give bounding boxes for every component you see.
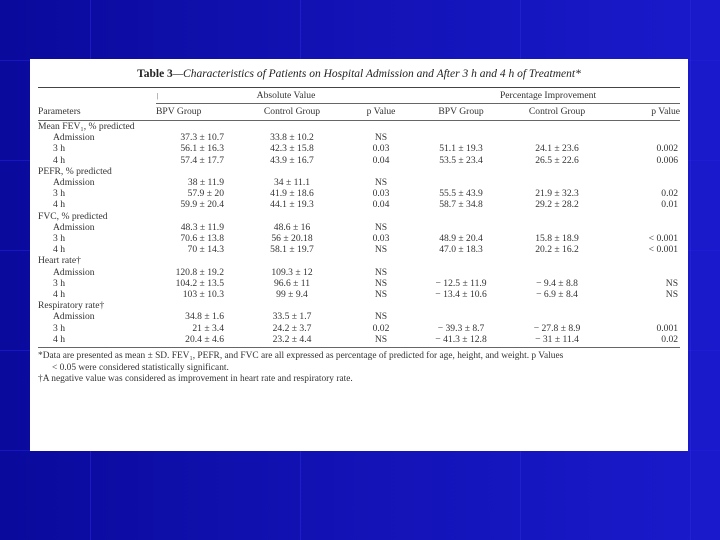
table-cell: 58.1 ± 19.7: [270, 244, 314, 256]
table-cell: 21 ± 3.4: [192, 322, 224, 334]
table-cell: 26.5 ± 22.6: [535, 154, 579, 166]
table-cell: 0.01: [661, 199, 679, 211]
table-row: [38, 289, 680, 300]
table-row: [38, 188, 680, 199]
table-cell: [416, 132, 506, 143]
col-header-control-abs: Control Group: [263, 106, 321, 117]
table-cell: 43.9 ± 16.7: [270, 154, 314, 166]
section-label: Heart rate†: [38, 255, 81, 267]
col-header-p-abs: p Value: [366, 106, 396, 117]
table-cell: NS: [374, 277, 388, 289]
table-cell: 0.03: [372, 143, 390, 155]
column-header-row: [38, 104, 680, 121]
table-cell: [506, 222, 608, 233]
table-cell: 0.006: [656, 154, 679, 166]
table-cell: 70.6 ± 13.8: [180, 233, 224, 245]
table-cell: 0.03: [372, 233, 390, 245]
table-cell: [608, 267, 680, 278]
table-cell: 20.2 ± 16.2: [535, 244, 579, 256]
table-cell: 41.9 ± 18.6: [270, 188, 314, 200]
table-row: [38, 334, 680, 345]
col-header-control-pct: Control Group: [528, 106, 586, 117]
group-header-percentage: Percentage Improvement: [416, 88, 680, 104]
table-cell: 103 ± 10.3: [182, 289, 224, 301]
table-cell: 99 ± 9.4: [276, 289, 308, 301]
footnote-2: †A negative value was considered as improvement in heart rate and respiratory rate.: [38, 374, 353, 385]
table-cell: 34.8 ± 1.6: [185, 311, 224, 323]
table-cell: < 0.001: [648, 244, 679, 256]
group-header-row: | Absolute Value Percentage Improvement: [38, 88, 680, 104]
table-row: [38, 143, 680, 154]
section-header-row: [38, 166, 680, 177]
table-cell: NS: [374, 132, 388, 144]
table-cell: 0.02: [661, 333, 679, 345]
footnote-1-cont: < 0.05 were considered statistically significant.: [52, 362, 229, 373]
table-row: [38, 222, 680, 233]
row-label: 4 h: [53, 199, 65, 211]
section-label: Respiratory rate†: [38, 300, 105, 312]
table-cell: 0.04: [372, 199, 390, 211]
table-cell: − 13.4 ± 10.6: [435, 289, 487, 301]
table-cell: 96.6 ± 11: [273, 277, 311, 289]
table-cell: [416, 267, 506, 278]
row-label: Admission: [53, 311, 95, 323]
table-cell: 15.8 ± 18.9: [535, 233, 579, 245]
table-cell: 24.1 ± 23.6: [535, 143, 579, 155]
table-cell: − 12.5 ± 11.9: [435, 277, 487, 289]
table-row: [38, 177, 680, 188]
table-cell: NS: [374, 266, 388, 278]
table-cell: − 31 ± 11.4: [535, 333, 579, 345]
row-label: Admission: [53, 221, 95, 233]
table-cell: 20.4 ± 4.6: [185, 333, 224, 345]
table-number: Table 3: [137, 68, 173, 80]
table-cell: [608, 177, 680, 188]
row-label: Admission: [53, 177, 95, 189]
table-cell: 0.02: [372, 322, 390, 334]
row-label: Admission: [53, 266, 95, 278]
table-cell: 0.03: [372, 188, 390, 200]
table-cell: < 0.001: [648, 233, 679, 245]
table-cell: NS: [374, 177, 388, 189]
table-cell: 104.2 ± 13.5: [175, 277, 224, 289]
row-label: 4 h: [53, 154, 65, 166]
table-caption: —Characteristics of Patients on Hospital Admission and After 3 h and 4 h of Treatment*: [172, 68, 581, 80]
table-row: [38, 199, 680, 210]
table-cell: − 41.3 ± 12.8: [435, 333, 487, 345]
table-cell: 55.5 ± 43.9: [439, 188, 483, 200]
table-cell: [608, 311, 680, 322]
col-header-p-pct: p Value: [651, 106, 681, 117]
table-cell: 33.5 ± 1.7: [272, 311, 312, 323]
table-cell: 21.9 ± 32.3: [535, 188, 579, 200]
row-label: Admission: [53, 132, 95, 144]
table-cell: 47.0 ± 18.3: [439, 244, 483, 256]
table-cell: 48.6 ± 16: [273, 221, 311, 233]
section-label: PEFR, % predicted: [38, 165, 112, 177]
section-label: Mean FEV₁, % predicted: [38, 121, 135, 132]
footnote-1: *Data are presented as mean ± SD. FEV₁, PEFR, and FVC are all expressed as percentage of predicted for age, height, and weight. p Values: [38, 351, 564, 362]
table-cell: 38 ± 11.9: [187, 177, 224, 189]
table-row: [38, 278, 680, 289]
table-cell: NS: [374, 221, 388, 233]
row-label: 3 h: [53, 233, 65, 245]
table-row: [38, 155, 680, 166]
section-label: FVC, % predicted: [38, 210, 108, 222]
table-cell: − 27.8 ± 8.9: [533, 322, 581, 334]
section-header-row: [38, 300, 680, 311]
table-cell: 42.3 ± 15.8: [270, 143, 314, 155]
section-header-row: [38, 121, 680, 133]
table-title: [38, 65, 680, 83]
table-cell: 53.5 ± 23.4: [439, 154, 483, 166]
table-cell: 48.9 ± 20.4: [439, 233, 483, 245]
table-cell: [416, 177, 506, 188]
table-cell: 23.2 ± 4.4: [272, 333, 312, 345]
table-cell: 0.02: [661, 188, 679, 200]
table-cell: 57.9 ± 20: [187, 188, 224, 200]
table-row: [38, 311, 680, 322]
table-cell: 120.8 ± 19.2: [175, 266, 224, 278]
row-label: 4 h: [53, 289, 65, 301]
table-cell: [506, 177, 608, 188]
table-cell: − 6.9 ± 8.4: [536, 289, 578, 301]
table-cell: 29.2 ± 28.2: [535, 199, 579, 211]
table-cell: 58.7 ± 34.8: [439, 199, 483, 211]
table-cell: [506, 311, 608, 322]
table-cell: 37.3 ± 10.7: [180, 132, 224, 144]
table-cell: NS: [374, 311, 388, 323]
table-cell: NS: [374, 289, 388, 301]
table-cell: 0.001: [656, 322, 679, 334]
table-cell: 48.3 ± 11.9: [180, 221, 224, 233]
table-cell: [608, 132, 680, 143]
table-cell: 56 ± 20.18: [271, 233, 313, 245]
row-label: 3 h: [53, 277, 65, 289]
table-cell: 51.1 ± 19.3: [439, 143, 483, 155]
row-label: 3 h: [53, 322, 65, 334]
table-cell: [608, 222, 680, 233]
table-cell: 44.1 ± 19.3: [270, 199, 314, 211]
row-label: 4 h: [53, 244, 65, 256]
table-cell: 0.002: [656, 143, 679, 155]
table-cell: 57.4 ± 17.7: [180, 154, 224, 166]
table-body: [38, 121, 680, 346]
row-label: 3 h: [53, 143, 65, 155]
table-cell: 0.04: [372, 154, 390, 166]
table-row: [38, 132, 680, 143]
col-header-bpv-abs: BPV Group: [156, 106, 202, 117]
table-cell: NS: [374, 244, 388, 256]
group-header-absolute: Absolute Value: [156, 88, 416, 104]
table-cell: [416, 311, 506, 322]
table-cell: − 9.4 ± 8.8: [536, 277, 578, 289]
table-cell: − 39.3 ± 8.7: [437, 322, 485, 334]
table-row: [38, 244, 680, 255]
table-cell: 59.9 ± 20.4: [180, 199, 224, 211]
table-cell: NS: [374, 333, 388, 345]
table-cell: 24.2 ± 3.7: [272, 322, 312, 334]
table-card: [30, 59, 688, 451]
col-header-bpv-pct: BPV Group: [438, 106, 484, 117]
table-cell: [506, 132, 608, 143]
table-row: [38, 267, 680, 278]
section-header-row: [38, 211, 680, 222]
row-label: 3 h: [53, 188, 65, 200]
data-table: [38, 88, 680, 345]
table-cell: 109.3 ± 12: [271, 266, 313, 278]
col-header-parameters: Parameters: [38, 105, 81, 117]
table-cell: NS: [665, 289, 679, 301]
table-cell: 34 ± 11.1: [273, 177, 311, 189]
table-cell: [506, 267, 608, 278]
row-label: 4 h: [53, 333, 65, 345]
section-header-row: [38, 255, 680, 266]
table-row: [38, 323, 680, 334]
table-cell: 70 ± 14.3: [187, 244, 224, 256]
table-cell: 33.8 ± 10.2: [270, 132, 314, 144]
table-footnotes: [38, 347, 680, 386]
table-cell: 56.1 ± 16.3: [180, 143, 224, 155]
table-cell: NS: [665, 277, 679, 289]
table-row: [38, 233, 680, 244]
table-cell: [416, 222, 506, 233]
